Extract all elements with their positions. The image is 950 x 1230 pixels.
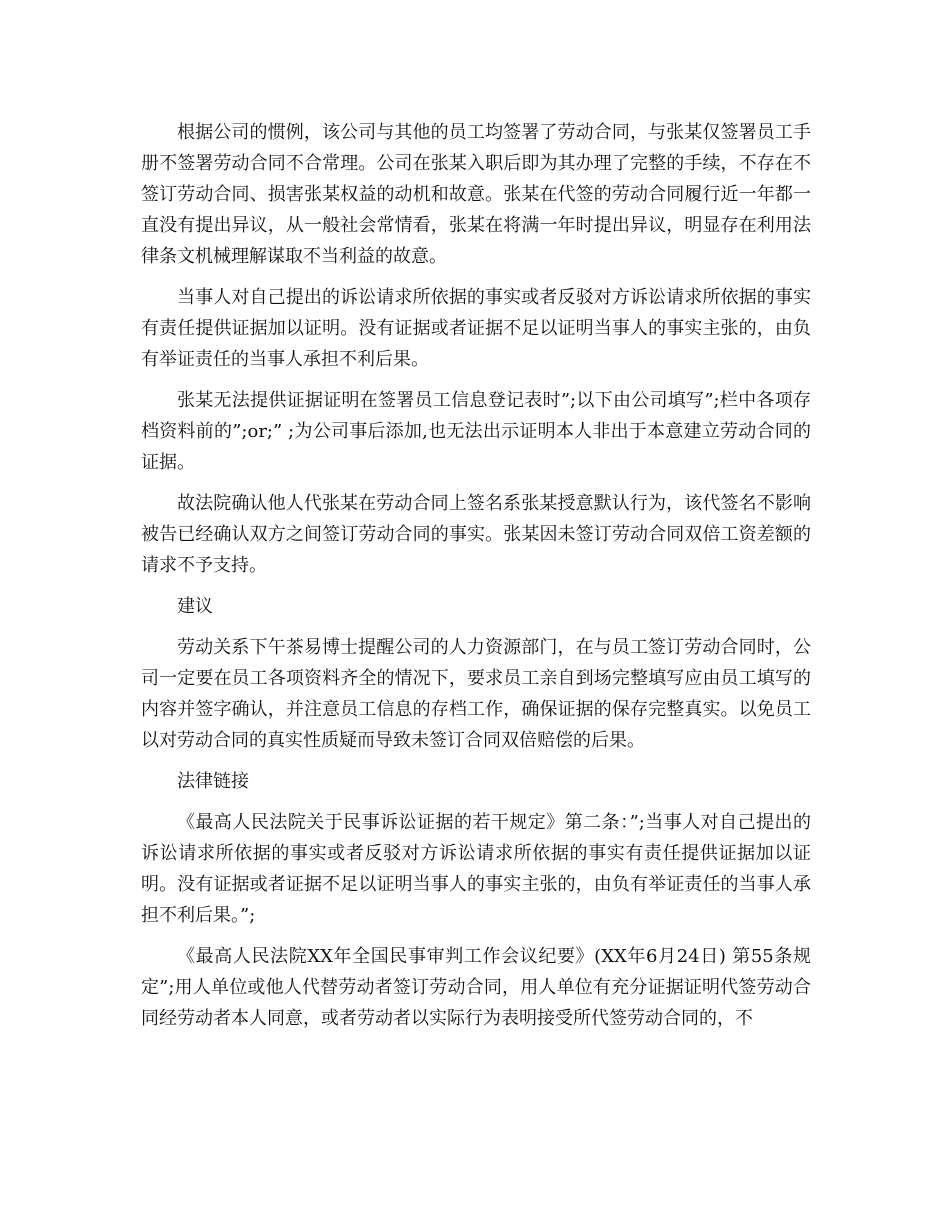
paragraph-suggestion: 劳动关系下午茶易博士提醒公司的人力资源部门，在与员工签订劳动合同时，公司一定要在员工各项资料齐全的情况下，要求员工亲自到场完整填写应由员工填写的内容并签字确认，并注意员工信息的存档工作，确保证据的保存完整真实。以免员工以对劳动合同的真实性质疑而导致未签订合同双倍赔偿的后果。 — [141, 637, 811, 751]
heading-suggestion: 建议 — [177, 596, 213, 617]
paragraph-company-practice: 根据公司的惯例，该公司与其他的员工均签署了劳动合同，与张某仅签署员工手册不签署劳动合同不合常理。公司在张某入职后即为其办理了完整的手续，不存在不签订劳动合同、损害张某权益的动机和故意。张某在代签的劳动合同履行近一年都一直没有提出异议，从一般社会常情看，张某在将满一年时提出异议，明显存在利用法律条文机械理解谋取不当利益的故意。 — [141, 122, 811, 267]
heading-law-link: 法律链接 — [177, 771, 249, 792]
paragraph-burden-of-proof: 当事人对自己提出的诉讼请求所依据的事实或者反驳对方诉讼请求所依据的事实有责任提供证据加以证明。没有证据或者证据不足以证明当事人的事实主张的，由负有举证责任的当事人承担不利后果。 — [141, 287, 811, 370]
paragraph-court-ruling: 故法院确认他人代张某在劳动合同上签名系张某授意默认行为，该代签名不影响被告已经确认双方之间签订劳动合同的事实。张某因未签订劳动合同双倍工资差额的请求不予支持。 — [141, 493, 811, 576]
paragraph-law-meeting-minutes: 《最高人民法院XX年全国民事审判工作会议纪要》(XX年6月24日) 第55条规定”;用人单位或他人代替劳动者签订劳动合同，用人单位有充分证据证明代签劳动合同经劳动者本人同意，或者劳动者以实际行为表明接受所代签劳动合同的，不 — [141, 946, 811, 1029]
document-body — [141, 117, 811, 1044]
paragraph-no-evidence: 张某无法提供证据证明在签署员工信息登记表时”;以下由公司填写”;栏中各项存档资料前的”;or;” ;为公司事后添加,也无法出示证明本人非出于本意建立劳动合同的证据。 — [141, 390, 811, 473]
paragraph-law-evidence-rules: 《最高人民法院关于民事诉讼证据的若干规定》第二条：”;当事人对自己提出的诉讼请求所依据的事实或者反驳对方诉讼请求所依据的事实有责任提供证据加以证明。没有证据或者证据不足以证明当事人的事实主张的，由负有举证责任的当事人承担不利后果。”; — [141, 812, 811, 926]
